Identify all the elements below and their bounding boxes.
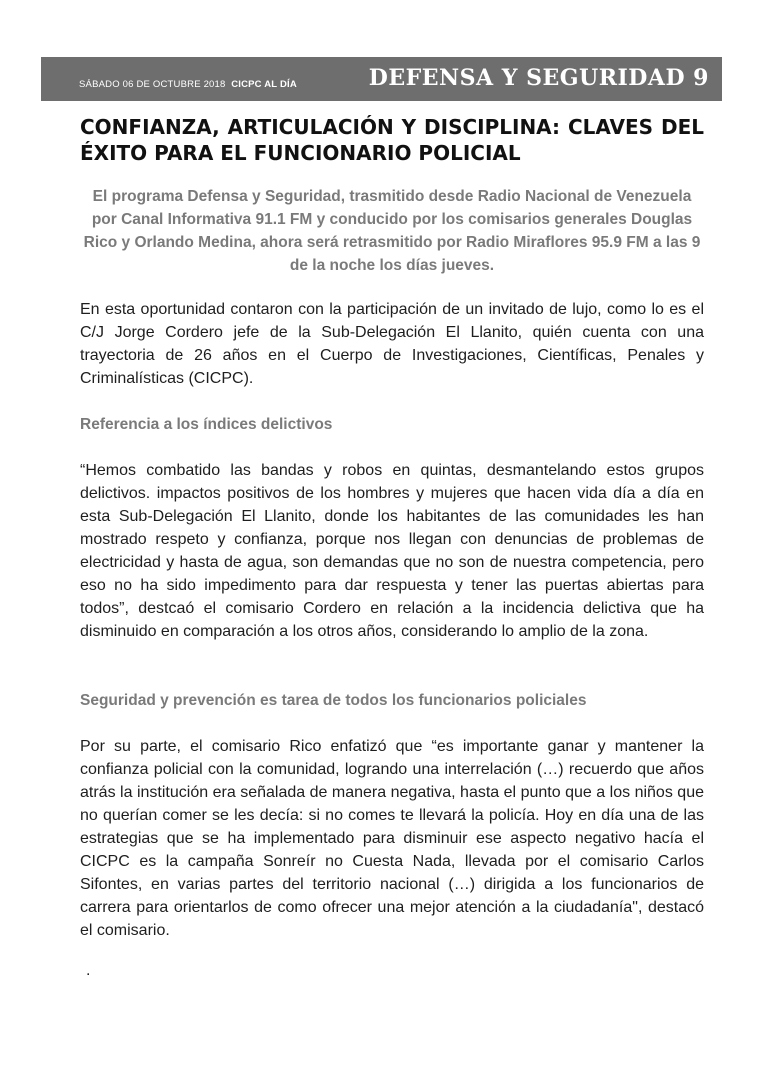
header-date-line (79, 79, 297, 90)
article-paragraph-2: “Hemos combatido las bandas y robos en quintas, desmantelando estos grupos delictivos. impactos positivos de los hombres y mujeres que hacen vida día a día en esta Sub-Delegación El Llanito, donde los habitantes de las comunidades les han mostrado respeto y confianza, porque nos llegan con denuncias de problemas de electricidad y hasta de agua, son demandas que no son de nuestra competencia, pero eso no ha sido impedimento para dar respuesta y tener las puertas abiertas para todos”, destcaó el comisario Cordero en relación a la incidencia delictiva que ha disminuido en comparación a los otros años, considerando lo amplio de la zona. (80, 462, 704, 640)
article-subhead-1: Referencia a los índices delictivos (80, 416, 333, 433)
header-date: SÁBADO 06 DE OCTUBRE 2018 (79, 79, 226, 90)
end-mark: . (86, 962, 91, 979)
section-title: DEFENSA Y SEGURIDAD 9 (368, 65, 709, 91)
article-paragraph-3: Por su parte, el comisario Rico enfatizó que “es importante ganar y mantener la confianza policial con la comunidad, logrando una interrelación (…) recuerdo que años atrás la institución era señalada de manera negativa, hasta el punto que a los niños que no querían comer se les decía: si no comes te llevará la policía. Hoy en día una de las estrategias que se ha implementado para disminuir ese aspecto negativo hacía el CICPC es la campaña Sonreír no Cuesta Nada, llevada por el comisario Carlos Sifontes, en varias partes del territorio nacional (…) dirigida a los funcionarios de carrera para orientarlos de como ofrecer una mejor atención a la ciudadanía", destacó el comisario. (80, 738, 704, 939)
article-paragraph-1: En esta oportunidad contaron con la participación de un invitado de lujo, como lo es el C/J Jorge Cordero jefe de la Sub-Delegación El Llanito, quién cuenta con una trayectoria de 26 años en el Cuerpo de Investigaciones, Científicas, Penales y Criminalísticas (CICPC). (80, 301, 704, 387)
article-headline: CONFIANZA, ARTICULACIÓN Y DISCIPLINA: CLAVES DEL ÉXITO PARA EL FUNCIONARIO POLICIAL (80, 115, 704, 165)
header-publication: CICPC AL DÍA (231, 79, 297, 90)
article-lead: El programa Defensa y Seguridad, trasmitido desde Radio Nacional de Venezuela por Canal Informativa 91.1 FM y conducido por los comisarios generales Douglas Rico y Orlando Medina, ahora será retrasmitido por Radio Miraflores 95.9 FM a las 9 de la noche los días jueves. (83, 188, 701, 274)
page-header-bar (41, 57, 722, 101)
article-subhead-2: Seguridad y prevención es tarea de todos los funcionarios policiales (80, 692, 587, 709)
